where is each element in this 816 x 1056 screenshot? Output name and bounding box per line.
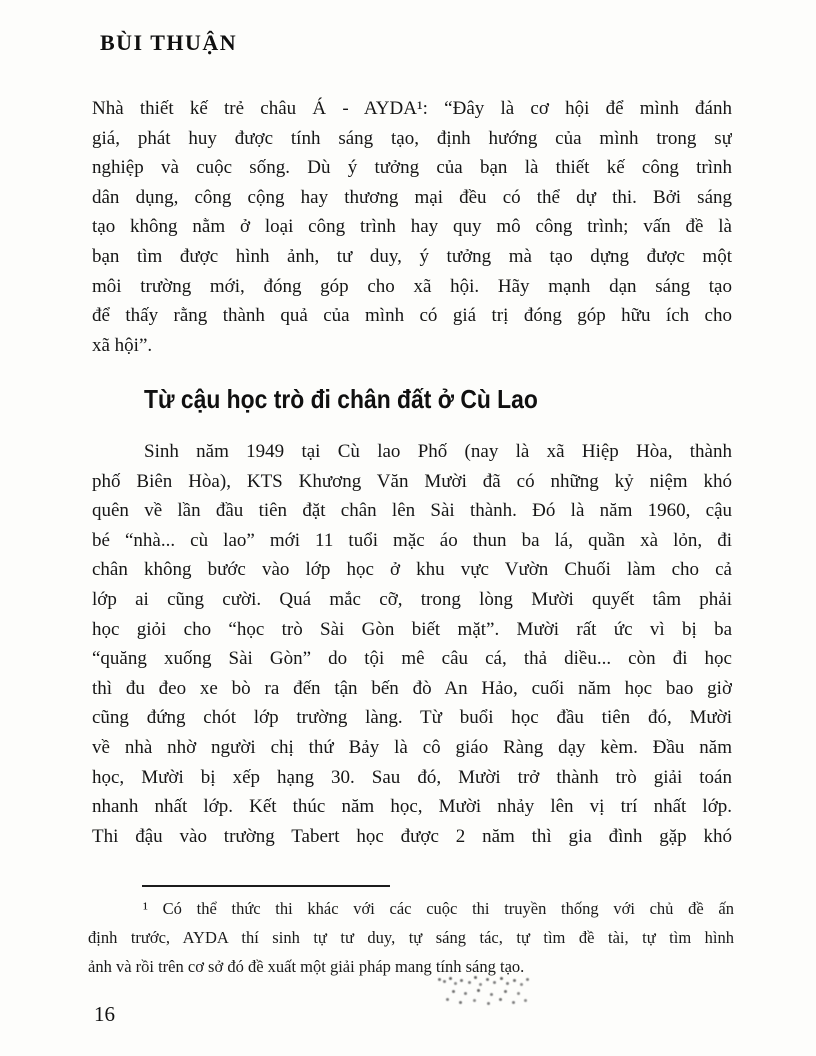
footnote-separator-rule (142, 885, 390, 887)
text-line: học giỏi cho “học trò Sài Gòn biết mặt”. Mười rất ức vì bị ba (92, 618, 732, 640)
text-line: Sinh năm 1949 tại Cù lao Phố (nay là xã Hiệp Hòa, thành (144, 441, 732, 462)
running-head-author: BÙI THUẬN (100, 30, 238, 55)
text-line: nhanh nhất lớp. Kết thúc năm học, Mười nhảy lên vị trí nhất lớp. (92, 796, 732, 818)
text-line: thì đu đeo xe bò ra đến tận bến đò An Hảo, cuối năm học bao giờ (92, 677, 732, 699)
text-line: chân không bước vào lớp học ở khu vực Vườn Chuối làm cho cả (92, 559, 732, 581)
text-line: dân dụng, công cộng hay thương mại đều có thể dự thi. Bởi sáng (92, 186, 732, 208)
text-line: để thấy rằng thành quả của mình có giá trị đóng góp hữu ích cho (92, 305, 732, 327)
text-line: ảnh và rồi trên cơ sở đó đề xuất một giải pháp mang tính sáng tạo. (88, 957, 525, 976)
paragraph-intro (92, 94, 732, 360)
text-line: Nhà thiết kế trẻ châu Á - AYDA¹: “Đây là cơ hội để mình đánh (92, 98, 732, 119)
text-line: giá, phát huy được tính sáng tạo, định hướng của mình trong sự (92, 127, 732, 149)
text-line: bé “nhà... cù lao” mới 11 tuổi mặc áo thun ba lá, quần xà lỏn, đi (92, 529, 732, 551)
paragraph-story (92, 437, 732, 851)
footnote (88, 894, 734, 981)
text-line: về nhà nhờ người chị thứ Bảy là cô giáo Ràng dạy kèm. Đầu năm (92, 736, 732, 758)
section-heading: Từ cậu học trò đi chân đất ở Cù Lao (144, 384, 538, 414)
text-line: Thi đậu vào trường Tabert học được 2 năm thì gia đình gặp khó (92, 825, 732, 847)
text-line: định trước, AYDA thí sinh tự tư duy, tự sáng tác, tự tìm đề tài, tự tìm hình (88, 928, 734, 947)
text-line: ¹ Có thể thức thi khác với các cuộc thi truyền thống với chủ đề ấn (143, 899, 734, 918)
text-line: cũng đứng chót lớp trường làng. Từ buổi học đầu tiên đó, Mười (92, 707, 732, 729)
text-line: học, Mười bị xếp hạng 30. Sau đó, Mười trở thành trò giải toán (92, 766, 732, 788)
page-number: 16 (94, 1002, 115, 1026)
text-line: xã hội”. (92, 334, 153, 356)
text-line: lớp ai cũng cười. Quá mắc cỡ, trong lòng Mười quyết tâm phải (92, 588, 732, 610)
text-line: tạo không nằm ở loại công trình hay quy mô công trình; vấn đề là (92, 216, 732, 238)
text-line: bạn tìm được hình ảnh, tư duy, ý tưởng mà tạo dựng được một (92, 245, 732, 267)
text-line: “quăng xuống Sài Gòn” do tội mê câu cá, thả diều... còn đi học (92, 648, 732, 670)
text-line: nghiệp và cuộc sống. Dù ý tưởng của bạn là thiết kế công trình (92, 157, 732, 179)
text-line: phố Biên Hòa), KTS Khương Văn Mười đã có những kỷ niệm khó (92, 470, 732, 492)
text-line: môi trường mới, đóng góp cho xã hội. Hãy mạnh dạn sáng tạo (92, 275, 732, 297)
text-line: quên về lần đầu tiên đặt chân lên Sài thành. Đó là năm 1960, cậu (92, 500, 732, 522)
ink-smudge-artifact (438, 978, 538, 1014)
